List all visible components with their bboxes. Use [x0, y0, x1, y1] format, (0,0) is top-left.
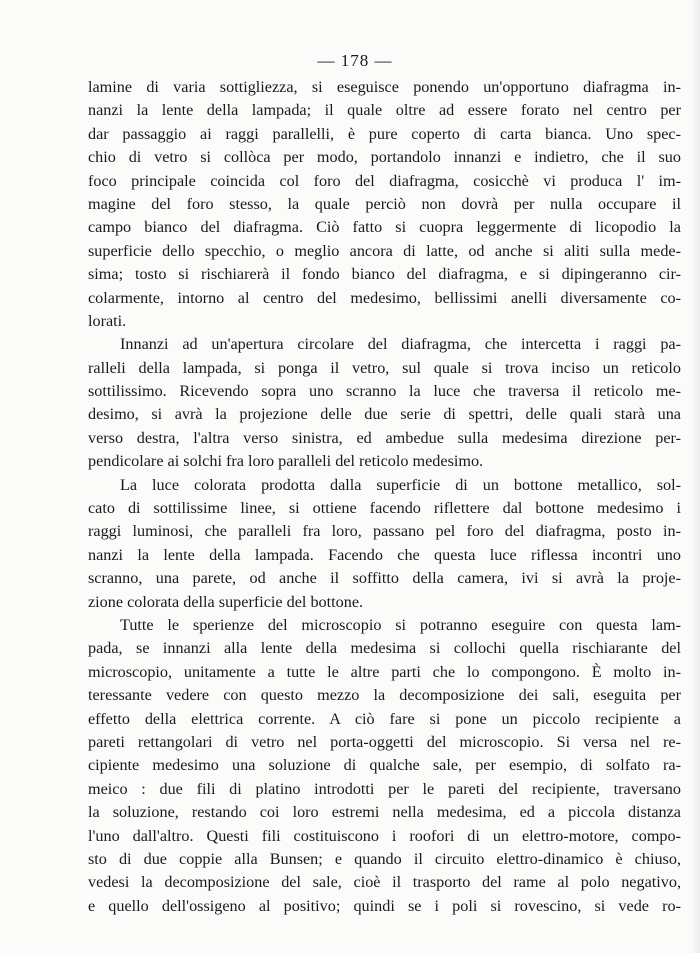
page-edge-shadow [690, 0, 700, 953]
paragraph [88, 614, 681, 918]
text-line: campo bianco del diafragma. Ciò fatto si cuopra leggermente di licopodio la [88, 218, 681, 237]
text-line: lorati. [88, 311, 127, 330]
text-line: Innanzi ad un'apertura circolare del diafragma, che intercetta i raggi pa- [120, 335, 681, 354]
text-line: ralleli della lampada, si ponga il vetro, sul quale si trova inciso un reticolo [88, 358, 681, 377]
text-line: pendicolare ai solchi fra loro paralleli del reticolo medesimo. [88, 452, 484, 471]
paragraph [88, 474, 681, 614]
text-line: effetto della elettrica corrente. A ciò fare si pone un piccolo recipiente a [88, 709, 681, 728]
text-line: meico : due fili di platino introdotti per le pareti del recipiente, traversano [88, 779, 681, 798]
text-line: La luce colorata prodotta dalla superficie di un bottone metallico, sol- [120, 475, 681, 494]
text-line: sottilissimo. Ricevendo sopra uno scranno la luce che traversa il reticolo me- [88, 382, 681, 401]
text-line: chio di vetro si collòca per modo, portandolo innanzi e indietro, che il suo [88, 148, 681, 167]
text-line: pada, se innanzi alla lente della medesima si collochi quella rischiarante del [88, 639, 681, 658]
text-line: scranno, una parete, od anche il soffitto della camera, ivi si avrà la proje- [88, 569, 681, 588]
text-line: teressante vedere con questo mezzo la decomposizione dei sali, eseguita per [88, 686, 681, 705]
text-line: magine del foro stesso, la quale perciò non dovrà per nulla occupare il [88, 194, 681, 213]
text-line: nanzi la lente della lampada; il quale oltre ad essere forato nel centro per [88, 101, 681, 120]
text-line: pareti rettangolari di vetro nel porta-oggetti del microscopio. Si versa nel re- [88, 732, 681, 751]
text-line: lamine di varia sottigliezza, si eseguisce ponendo un'opportuno diafragma in- [88, 78, 681, 96]
text-line: sima; tosto si rischiarerà il fondo bianco del diafragma, e si dipingeranno cir- [88, 265, 681, 284]
text-line: la soluzione, restando coi loro estremi nella medesima, ed a piccola distanza [88, 803, 681, 822]
text-line: colarmente, intorno al centro del medesimo, bellissimi anelli diversamente co- [88, 288, 681, 307]
text-line: Tutte le sperienze del microscopio si potranno eseguire con questa lam- [120, 615, 681, 634]
text-line: dar passaggio ai raggi parallelli, è pure coperto di carta bianca. Uno spec- [88, 124, 681, 143]
text-line: cato di sottilissime linee, si ottiene facendo riflettere dal bottone medesimo i [88, 499, 681, 518]
paragraph [88, 333, 681, 473]
text-line: zione colorata della superficie del bottone. [88, 592, 364, 611]
text-line: superficie dello specchio, o meglio ancora di latte, od anche si aliti sulla mede- [88, 241, 681, 260]
text-line: desimo, si avrà la projezione delle due serie di spettri, delle quali starà una [88, 405, 681, 424]
text-line: vedesi la decomposizione del sale, cioè il trasporto del rame al polo negativo, [88, 873, 681, 892]
text-line: raggi luminosi, che paralleli fra loro, passano pel foro del diafragma, posto in- [88, 522, 681, 541]
text-line: e quello dell'ossigeno al positivo; quindi se i poli si rovescino, si vede ro- [88, 896, 681, 915]
text-line: foco principale coincida col foro del diafragma, cosicchè vi produca l' im- [88, 171, 681, 190]
text-line: nanzi la lente della lampada. Facendo che questa luce riflessa incontri uno [88, 545, 681, 564]
text-line: microscopio, unitamente a tutte le altre parti che lo compongono. È molto in- [88, 662, 681, 681]
text-line: l'uno dall'altro. Questi fili costituiscono i roofori di un elettro-motore, compo- [88, 826, 681, 845]
body-text [88, 76, 681, 918]
text-line: sto di due coppie alla Bunsen; e quando il circuito elettro-dinamico è chiuso, [88, 849, 681, 868]
text-line: verso destra, l'altra verso sinistra, ed ambedue sulla medesima direzione per- [88, 428, 681, 447]
page-number: — 178 — [317, 51, 393, 70]
text-line: cipiente medesimo una soluzione di qualche sale, per esempio, di solfato ra- [88, 756, 681, 775]
paragraph [88, 76, 681, 333]
